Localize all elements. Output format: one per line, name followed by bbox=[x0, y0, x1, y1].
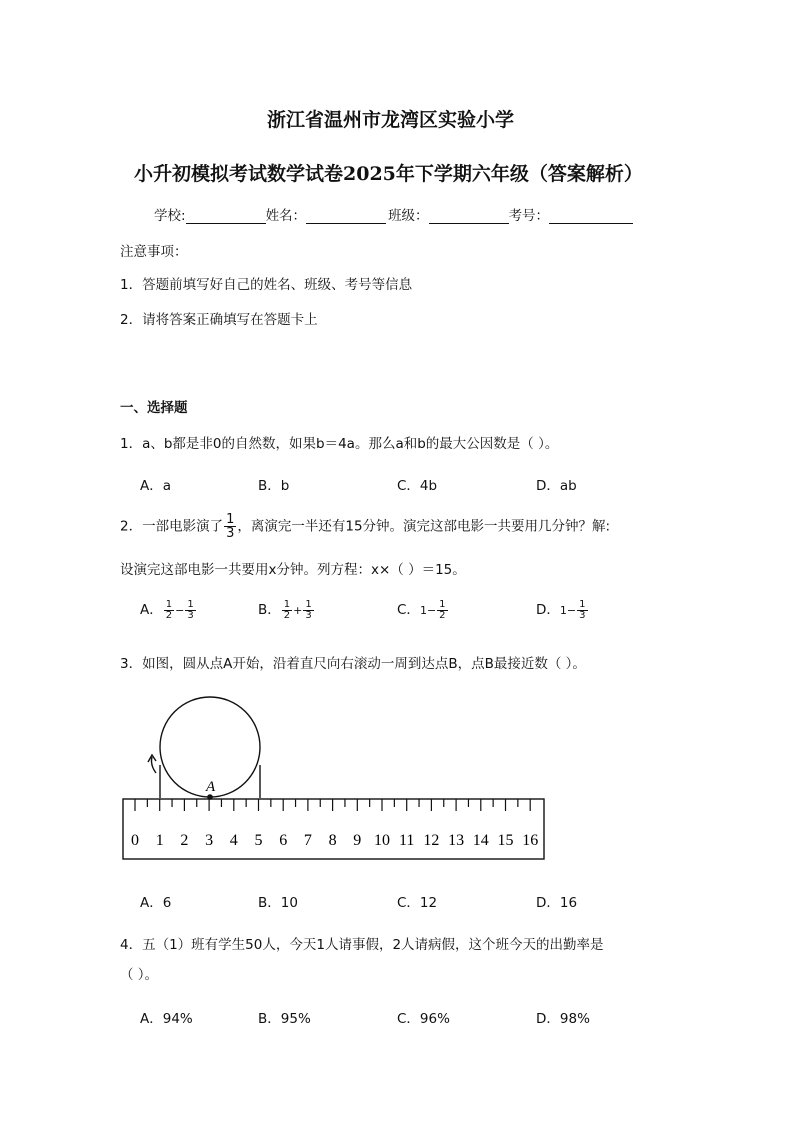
q2-option-b-prefix: B． bbox=[258, 602, 281, 618]
q2-b-n2: 1 bbox=[305, 598, 312, 610]
ruler-number: 5 bbox=[254, 832, 263, 849]
ruler-number: 14 bbox=[472, 832, 489, 849]
q2-stem-pre: 2．一部电影演了 bbox=[120, 518, 224, 535]
exam-no-label: 考号： bbox=[508, 208, 550, 224]
q2-option-b[interactable] bbox=[258, 598, 315, 621]
class-label: 班级： bbox=[388, 208, 429, 224]
ruler-number: 0 bbox=[131, 832, 139, 849]
q3-option-b[interactable]: B．10 bbox=[258, 895, 298, 911]
q4-option-c[interactable]: C．96% bbox=[397, 1011, 450, 1027]
question-4-stem-line2: （ ）。 bbox=[120, 967, 159, 983]
question-4-stem-line1: 4．五（1）班有学生50人，今天1人请事假，2人请病假，这个班今天的出勤率是 bbox=[120, 937, 604, 953]
question-2-stem-line2: 设演完这部电影一共要用x分钟。列方程：x×（ ）＝15。 bbox=[120, 562, 466, 578]
ruler-circle-figure bbox=[118, 695, 558, 865]
ruler-number: 7 bbox=[303, 832, 312, 849]
ruler-number: 8 bbox=[328, 832, 337, 849]
page-subtitle: 小升初模拟考试数学试卷2025年下学期六年级（答案解析） bbox=[134, 163, 643, 185]
name-field[interactable] bbox=[306, 209, 386, 224]
section-title: 一、选择题 bbox=[120, 400, 188, 416]
exam-no-field[interactable] bbox=[549, 209, 633, 224]
q2-d-d: 3 bbox=[579, 609, 586, 621]
q2-option-d[interactable] bbox=[536, 598, 589, 621]
q2-frac-den: 3 bbox=[226, 526, 235, 541]
class-field[interactable] bbox=[429, 209, 509, 224]
school-label: 学校: bbox=[154, 208, 186, 224]
ruler-number: 4 bbox=[229, 832, 238, 849]
page-title: 浙江省温州市龙湾区实验小学 bbox=[267, 109, 515, 131]
q2-d-whole: 1 bbox=[559, 604, 567, 617]
q3-option-d[interactable]: D．16 bbox=[536, 895, 578, 911]
notice-item-1: 1．答题前填写好自己的姓名、班级、考号等信息 bbox=[120, 277, 413, 293]
q2-d-op: − bbox=[566, 604, 577, 617]
question-2-stem bbox=[120, 513, 610, 540]
q4-option-d[interactable]: D．98% bbox=[536, 1011, 590, 1027]
q4-option-b[interactable]: B．95% bbox=[258, 1011, 311, 1027]
q2-option-c[interactable] bbox=[397, 598, 449, 621]
notice-heading: 注意事项： bbox=[120, 244, 188, 260]
info-fields bbox=[154, 204, 633, 224]
ruler-number: 3 bbox=[205, 832, 214, 849]
q2-c-whole: 1 bbox=[419, 604, 427, 617]
q2-option-a-prefix: A． bbox=[140, 602, 163, 618]
ruler-number: 6 bbox=[279, 832, 288, 849]
ruler-number: 10 bbox=[374, 832, 390, 849]
notice-item-2: 2．请将答案正确填写在答题卡上 bbox=[120, 312, 318, 328]
q2-c-op: − bbox=[426, 604, 437, 617]
point-a-label: A bbox=[206, 779, 216, 795]
q1-option-a[interactable]: A．a bbox=[140, 478, 172, 494]
q3-option-a[interactable]: A．6 bbox=[140, 895, 172, 911]
q3-option-c[interactable]: C．12 bbox=[397, 895, 438, 911]
q2-frac-num: 1 bbox=[226, 512, 235, 527]
ruler-numbers bbox=[131, 832, 538, 849]
q2-option-d-prefix: D． bbox=[536, 602, 560, 618]
q2-a-d2: 3 bbox=[187, 609, 194, 621]
q2-option-c-prefix: C． bbox=[397, 602, 420, 618]
ruler-ticks bbox=[135, 799, 530, 811]
q2-stem-post: ，离演完一半还有15分钟。演完这部电影一共要用几分钟？解: bbox=[237, 518, 611, 535]
q2-b-d1: 2 bbox=[283, 609, 291, 621]
q2-a-d1: 2 bbox=[165, 609, 173, 621]
school-field[interactable] bbox=[186, 209, 266, 224]
name-label: 姓名： bbox=[265, 208, 307, 224]
ruler-number: 13 bbox=[448, 832, 465, 849]
q4-option-a[interactable]: A．94% bbox=[140, 1011, 193, 1027]
q2-fraction bbox=[224, 513, 236, 540]
q2-c-n: 1 bbox=[439, 598, 446, 610]
q2-b-d2: 3 bbox=[305, 609, 312, 621]
ruler-number: 15 bbox=[497, 832, 514, 849]
q2-a-n1: 1 bbox=[165, 598, 173, 610]
ruler-number: 12 bbox=[423, 832, 440, 849]
q2-c-d: 2 bbox=[439, 609, 446, 621]
ruler-number: 16 bbox=[522, 832, 539, 849]
ruler-number: 11 bbox=[398, 832, 415, 849]
ruler-number: 2 bbox=[180, 832, 189, 849]
question-3-stem: 3．如图，圆从点A开始，沿着直尺向右滚动一周到达点B，点B最接近数（ ）。 bbox=[120, 656, 586, 672]
ruler-number: 9 bbox=[353, 832, 362, 849]
q1-option-c[interactable]: C．4b bbox=[397, 478, 438, 494]
q2-option-a[interactable] bbox=[140, 598, 197, 621]
q1-option-d[interactable]: D．ab bbox=[536, 478, 577, 494]
q2-b-op: + bbox=[293, 604, 303, 617]
q2-b-n1: 1 bbox=[283, 598, 291, 610]
ruler-number: 1 bbox=[155, 832, 164, 849]
q2-a-n2: 1 bbox=[187, 598, 194, 610]
q2-d-n: 1 bbox=[579, 598, 586, 610]
q2-a-op: − bbox=[175, 604, 185, 617]
question-1-stem: 1．a、b都是非0的自然数，如果b＝4a。那么a和b的最大公因数是（ ）。 bbox=[120, 436, 559, 452]
q1-option-b[interactable]: B．b bbox=[258, 478, 290, 494]
